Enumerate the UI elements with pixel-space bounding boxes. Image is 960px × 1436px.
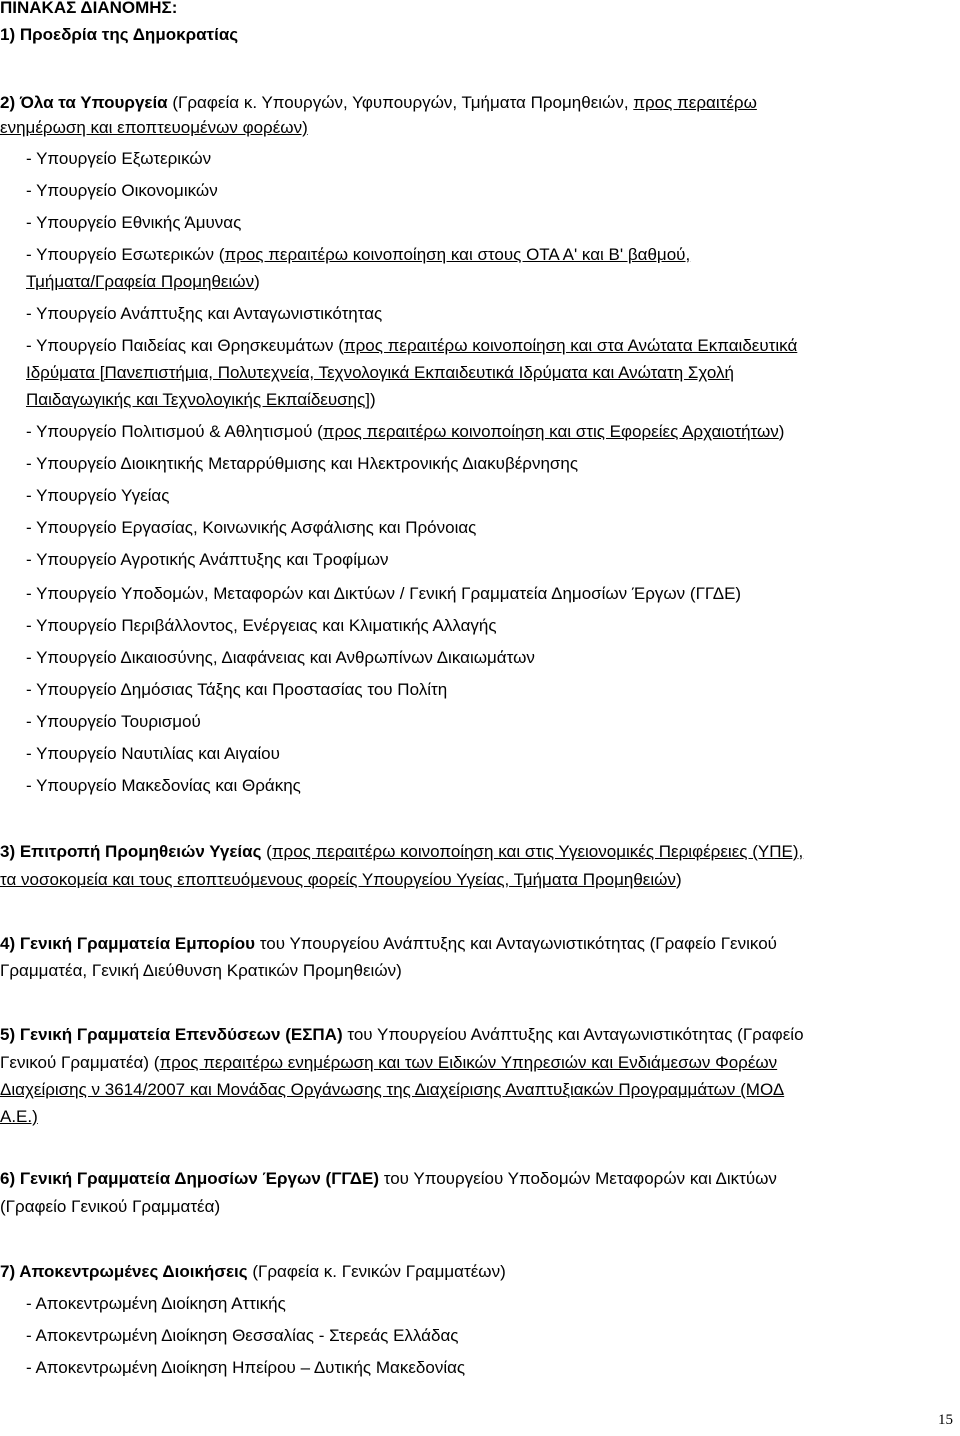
underlined-text: προς περαιτέρω κοινοποίηση και στις Εφορείες Αρχαιοτήτων [322, 422, 779, 441]
text-line [26, 544, 389, 576]
text-segment: ) [778, 422, 785, 441]
bold-heading-text: 3) Επιτροπή Προμηθειών Υγείας [0, 842, 262, 861]
text-line [26, 143, 211, 175]
text-segment: - Υπουργείο Εθνικής Άμυνας [26, 213, 242, 232]
text-segment: - Υπουργείο Εξωτερικών [26, 149, 212, 168]
text-segment: ) [370, 390, 376, 409]
text-line [0, 19, 238, 51]
text-segment: - Υπουργείο Ναυτιλίας και Αιγαίου [26, 744, 280, 763]
text-line [26, 1352, 465, 1384]
underlined-text: Διαχείρισης ν 3614/2007 και Μονάδας Οργάνωσης της Διαχείρισης Αναπτυξιακών Προγραμμάτων (ΜΟΔ [0, 1080, 785, 1099]
text-segment: - Υπουργείο Διοικητικής Μεταρρύθμισης και Ηλεκτρονικής Διακυβέρνησης [26, 454, 579, 473]
text-line [26, 384, 376, 416]
underlined-text: Ιδρύματα [Πανεπιστήμια, Πολυτεχνεία, Τεχνολογικά Εκπαιδευτικά Ιδρύματα και Ανώτατη Σχολή [26, 363, 734, 382]
text-line [26, 207, 241, 239]
text-line [26, 642, 535, 674]
text-segment: - Υπουργείο Περιβάλλοντος, Ενέργειας και Κλιματικής Αλλαγής [26, 616, 497, 635]
text-segment: - Αποκεντρωμένη Διοίκηση Αττικής [26, 1294, 286, 1313]
text-line [26, 175, 218, 207]
underlined-text: Τμήματα/Γραφεία Προμηθειών [26, 272, 255, 291]
text-line [26, 512, 476, 544]
bold-heading-text: 5) Γενική Γραμματεία Επενδύσεων (ΕΣΠΑ) [0, 1025, 343, 1044]
text-line [0, 112, 308, 144]
text-segment: - Υπουργείο Τουρισμού [26, 712, 201, 731]
underlined-text: προς περαιτέρω κοινοποίηση και στις Υγειονομικές Περιφέρειες (ΥΠΕ), [271, 842, 804, 861]
text-line [0, 1101, 38, 1133]
underlined-text: τα νοσοκομεία και τους εποπτευόμενους φορείς Υπουργείου Υγείας, Τμήματα Προμηθειών [0, 870, 676, 889]
text-line [0, 1256, 506, 1288]
text-line [26, 416, 784, 448]
underlined-text: προς περαιτέρω κοινοποίηση και στους ΟΤΑ Α' και Β' βαθμού, [224, 245, 691, 264]
text-line [26, 706, 201, 738]
text-segment: - Υπουργείο Ανάπτυξης και Ανταγωνιστικότητας [26, 304, 383, 323]
text-segment: - Αποκεντρωμένη Διοίκηση Ηπείρου – Δυτικής Μακεδονίας [26, 1358, 466, 1377]
text-segment: (Γραφείο Γενικού Γραμματέα) [0, 1197, 221, 1216]
text-line [0, 1074, 784, 1106]
text-segment: ( [261, 842, 272, 861]
text-segment: - Υπουργείο Εργασίας, Κοινωνικής Ασφάλισης και Πρόνοιας [26, 518, 477, 537]
bold-heading-text: 2) Όλα τα Υπουργεία [0, 93, 168, 112]
text-segment: - Υπουργείο Πολιτισμού & Αθλητισμού ( [26, 422, 323, 441]
text-segment: - Υπουργείο Υγείας [26, 486, 170, 505]
text-segment: του Υπουργείου Ανάπτυξης και Ανταγωνιστικότητας (Γραφείο [342, 1025, 804, 1044]
text-line [26, 674, 447, 706]
text-line [26, 298, 382, 330]
text-line [26, 1288, 286, 1320]
text-line [26, 448, 578, 480]
text-segment: - Υπουργείο Δικαιοσύνης, Διαφάνειας και Ανθρωπίνων Δικαιωμάτων [26, 648, 535, 667]
text-segment: του Υπουργείου Ανάπτυξης και Ανταγωνιστικότητας (Γραφείο Γενικού [255, 934, 777, 953]
text-segment: του Υπουργείου Υποδομών Μεταφορών και Δικτύων [379, 1169, 777, 1188]
text-segment: (Γραφεία κ. Υπουργών, Υφυπουργών, Τμήματα Προμηθειών, [167, 93, 634, 112]
bold-heading-text: 6) Γενική Γραμματεία Δημοσίων Έργων (ΓΓΔΕ) [0, 1169, 380, 1188]
text-line [0, 955, 402, 987]
underlined-text: προς περαιτέρω κοινοποίηση και στα Ανώτατα Εκπαιδευτικά [343, 336, 798, 355]
text-line [26, 1320, 458, 1352]
text-line [26, 738, 280, 770]
text-line [26, 480, 169, 512]
text-segment: - Υπουργείο Παιδείας και Θρησκευμάτων ( [26, 336, 344, 355]
text-line [26, 266, 260, 298]
text-segment: ) [675, 870, 682, 889]
text-segment: - Υπουργείο Μακεδονίας και Θράκης [26, 776, 301, 795]
underlined-text: ενημέρωση και εποπτευομένων φορέων) [0, 118, 308, 137]
text-line [26, 578, 741, 610]
underlined-text: προς περαιτέρω ενημέρωση και των Ειδικών Υπηρεσιών και Ενδιάμεσων Φορέων [159, 1053, 778, 1072]
text-segment: Γενικού Γραμματέα) ( [0, 1053, 160, 1072]
text-segment: - Αποκεντρωμένη Διοίκηση Θεσσαλίας - Στερεάς Ελλάδας [26, 1326, 459, 1345]
text-segment: - Υπουργείο Οικονομικών [26, 181, 218, 200]
bold-heading-text: 7) Αποκεντρωμένες Διοικήσεις [0, 1262, 248, 1281]
text-segment: (Γραφεία κ. Γενικών Γραμματέων) [247, 1262, 506, 1281]
bold-heading-text: ΠΙΝΑΚΑΣ ΔΙΑΝΟΜΗΣ: [0, 0, 178, 17]
text-line [26, 770, 301, 802]
text-segment: ) [254, 272, 260, 291]
text-segment: - Υπουργείο Εσωτερικών ( [26, 245, 225, 264]
text-segment: - Υπουργείο Δημόσιας Τάξης και Προστασίας του Πολίτη [26, 680, 448, 699]
text-segment: Γραμματέα, Γενική Διεύθυνση Κρατικών Προμηθειών) [0, 961, 402, 980]
page-number: 15 [938, 1412, 953, 1428]
bold-heading-text: 1) Προεδρία της Δημοκρατίας [0, 25, 239, 44]
text-line [0, 1191, 220, 1223]
underlined-text: προς περαιτέρω [633, 93, 757, 112]
text-segment: - Υπουργείο Υποδομών, Μεταφορών και Δικτύων / Γενική Γραμματεία Δημοσίων Έργων (ΓΓΔΕ) [26, 584, 742, 603]
underlined-text: Παιδαγωγικής και Τεχνολογικής Εκπαίδευσης] [26, 390, 371, 409]
bold-heading-text: 4) Γενική Γραμματεία Εμπορίου [0, 934, 256, 953]
text-line [0, 864, 682, 896]
underlined-text: Α.Ε.) [0, 1107, 38, 1126]
text-segment: - Υπουργείο Αγροτικής Ανάπτυξης και Τροφίμων [26, 550, 389, 569]
text-line [26, 610, 497, 642]
